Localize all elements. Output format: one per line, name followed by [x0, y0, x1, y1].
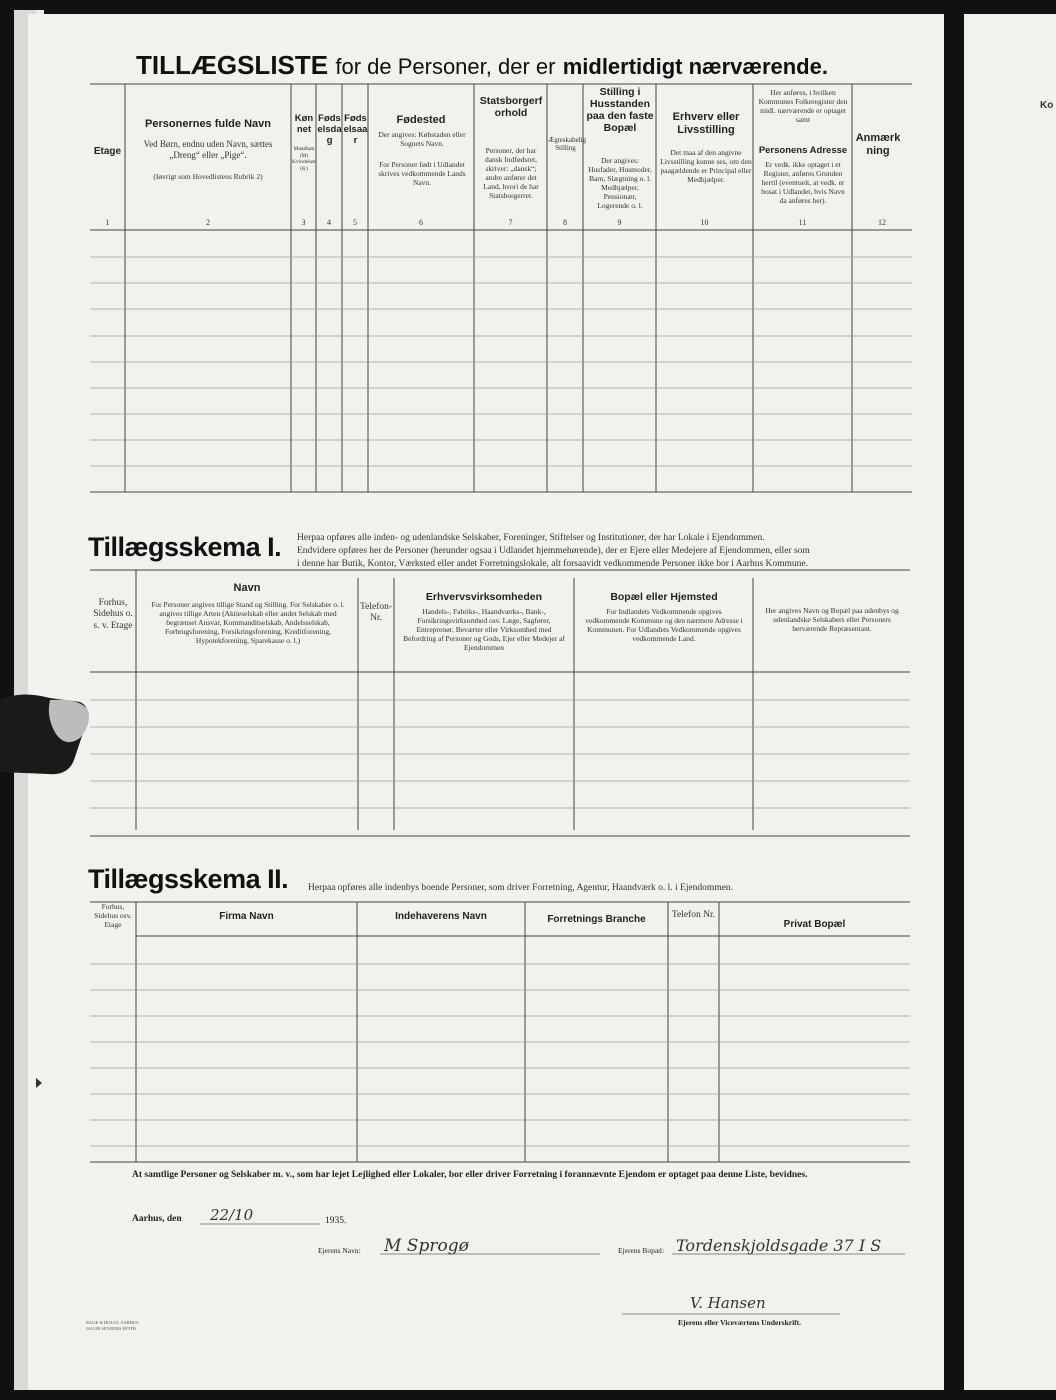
col-remark-header: Anmærkning: [855, 132, 901, 157]
caretaker-signature: V. Hansen: [690, 1294, 766, 1312]
facing-page-text: Ko: [1040, 100, 1054, 111]
col-num: 2: [206, 218, 210, 227]
skema2-desc: Herpaa opføres alle indenbys boende Personer, som driver Forretning, Agentur, Haandværk o. l. i Ejendommen.: [308, 883, 734, 893]
col-household-header: Stilling i Husstanden paa den faste Bopæl: [586, 86, 654, 135]
skema2-col-owner: Indehaverens Navn: [395, 911, 487, 922]
printer-imprint: BAGE & HOLST, AARHUS JACOB SENNERS EFTFR.: [86, 1320, 139, 1331]
title-bold: TILLÆGSLISTE: [136, 50, 329, 80]
col-name-sub: Ved Børn, endnu uden Navn, sættes „Dreng“ eller „Pige“.: [143, 139, 273, 160]
col-name-header: Personernes fulde Navn: [145, 118, 271, 130]
skema1-desc-2: Endvidere opføres her de Personer (herunder ogsaa i Udlandet hjemmehørende), der er Ejere eller Medejere af Ejendommen, eller som: [297, 546, 810, 556]
col-num: 3: [301, 218, 306, 227]
col-num: 5: [353, 218, 357, 227]
skema2-col-firm: Firma Navn: [219, 911, 274, 922]
date-handwritten: 22/10: [210, 1206, 254, 1224]
col-num: 9: [617, 218, 622, 227]
skema1-col-etage: Forhus, Sidehus o. s. v. Etage: [93, 598, 133, 631]
col-birthyear-header: Fødselsaar: [343, 113, 368, 146]
col-marital-header: Ægteskabelig Stilling: [548, 136, 587, 153]
col-birthplace-sub2: For Personer født i Udlandet skrives vedkommende Lands Navn.: [378, 160, 466, 187]
skema2-title: Tillægsskema II.: [88, 864, 289, 894]
year-label: 1935.: [325, 1216, 347, 1226]
skema2-col-phone: Telefon Nr.: [671, 910, 716, 920]
col-num: 8: [563, 218, 567, 227]
owner-name-handwritten: M Sprogø: [384, 1236, 469, 1256]
skema1-col-business-sub: Handels-, Fabriks-, Haandværks-, Bank-, Forsikringsvirksomhed osv. Læge, Sagfører, Entreprenør, Beværter eller Virksomhed med Befordring af Personer og Gods, Ejer eller Medejer af Ejendommen: [403, 607, 565, 652]
col-etage-header: Etage: [93, 146, 122, 157]
skema2-col-private-address: Privat Bopæl: [783, 919, 846, 930]
skema2-col-branch: Forretnings Branche: [547, 914, 646, 925]
col-num: 6: [419, 218, 423, 227]
title-middle: for de Personer, der er: [335, 54, 556, 79]
skema1-col-representative: Her angives Navn og Bopæl paa udenbys og udenlandske Selskabers eller Personers herværende Repræsentant.: [765, 606, 899, 633]
skema1-title: Tillægsskema I.: [88, 532, 282, 562]
col-num: 4: [327, 218, 331, 227]
col-gender-sub: Mandkøn (M) Kvindekøn (K): [292, 146, 317, 172]
owner-address-label: Ejerens Bopæl:: [618, 1246, 665, 1255]
col-num: 1: [105, 218, 110, 227]
place-label: Aarhus, den: [132, 1214, 182, 1224]
col-birthplace-header: Fødested: [396, 114, 446, 126]
col-household-sub: Der angives: Husfader, Husmoder, Barn, Slægtning o. l. Medhjælper, Pensionær, Logerende o. l.: [588, 156, 652, 210]
col-name-sub2: (Iøvrigt som Hovedlistens Rubrik 2): [153, 172, 263, 181]
col-num: 7: [508, 218, 513, 227]
skema1-desc-3: i denne har Butik, Kontor, Værksted eller andet Forretningslokale, alt forsaavidt vedkommende Personer ikke bor i Aarhus Kommune.: [297, 559, 809, 569]
col-address-top: Her anføres, i hvilken Kommunes Folkeregister den midl. nærværende er optaget samt: [758, 88, 848, 124]
title-bold-end: midlertidigt nærværende.: [562, 54, 828, 79]
col-birthplace-sub: Der angives: Købstaden eller Sognets Navn.: [378, 130, 466, 148]
skema1-desc-1: Herpaa opføres alle inden- og udenlandske Selskaber, Foreninger, Stiftelser og Institutioner, der har Lokale i Ejendommen.: [297, 533, 765, 543]
col-birthday-header: Fødselsdag: [317, 113, 342, 146]
col-address-sub: Er vedk. ikke optaget i et Register, anføres Grunden hertil (eventuelt, at vedk. er bosat i Udlandet, hvis Navn da anføres her).: [761, 160, 845, 205]
col-occupation-header: Erhverv eller Livsstilling: [672, 111, 740, 136]
margin-arrow-mark: [36, 1078, 42, 1088]
skema2-col-etage: Forhus, Sidehus osv. Etage: [94, 902, 132, 929]
skema1-col-residence-sub: For Indlandets Vedkommende opgives vedkommende Kommune og den nærmere Adresse i Kommunen. For Udlandets Vedkommende opgives vedkommende Land.: [585, 607, 743, 643]
col-num: 10: [700, 218, 709, 227]
col-occupation-sub: Det maa af den angivne Livsstilling kunne ses, om den paagældende er Principal eller Medhjælper.: [660, 148, 752, 184]
form-title: [136, 50, 828, 81]
col-num: 11: [798, 218, 807, 227]
skema1-col-residence-header: Bopæl eller Hjemsted: [610, 591, 718, 603]
owner-address-handwritten: Tordenskjoldsgade 37 I S: [676, 1236, 882, 1255]
col-num: 12: [878, 218, 886, 227]
skema1-col-name-sub: For Personer angives tillige Stand og Stilling. For Selskaber o. l. angives tillige Arten (Aktieselskab eller andet Selskab med begrænset Ansvar, Kommanditselskab, Andelsselskab, Forbrugsforening, Forsikringsforening, Kreditforening, Hypotekforening, Sparekasse o. l.): [151, 600, 345, 645]
signature-label: Ejerens eller Viceværtens Underskrift.: [678, 1318, 802, 1327]
col-address-header: Personens Adresse: [758, 145, 848, 156]
skema1-col-phone: Telefon-Nr.: [360, 602, 393, 624]
skema1-col-business-header: Erhvervsvirksomheden: [425, 591, 543, 603]
skema1-col-name-header: Navn: [233, 582, 261, 594]
attestation-text: At samtlige Personer og Selskaber m. v., som har lejet Lejlighed eller Lokaler, bor eller driver Forretning i forannævnte Ejendom er optaget paa denne Liste, bevidnes.: [132, 1170, 808, 1180]
col-citizenship-sub: Personer, der har dansk Indfødsret, skriver: „dansk“; andre anfører det Land, hvori de har Statsborgerret.: [483, 146, 539, 200]
col-citizenship-header: Statsborgerforhold: [479, 95, 543, 120]
col-gender-header: Kønnet: [294, 113, 314, 135]
owner-name-label: Ejerens Navn:: [318, 1246, 361, 1255]
